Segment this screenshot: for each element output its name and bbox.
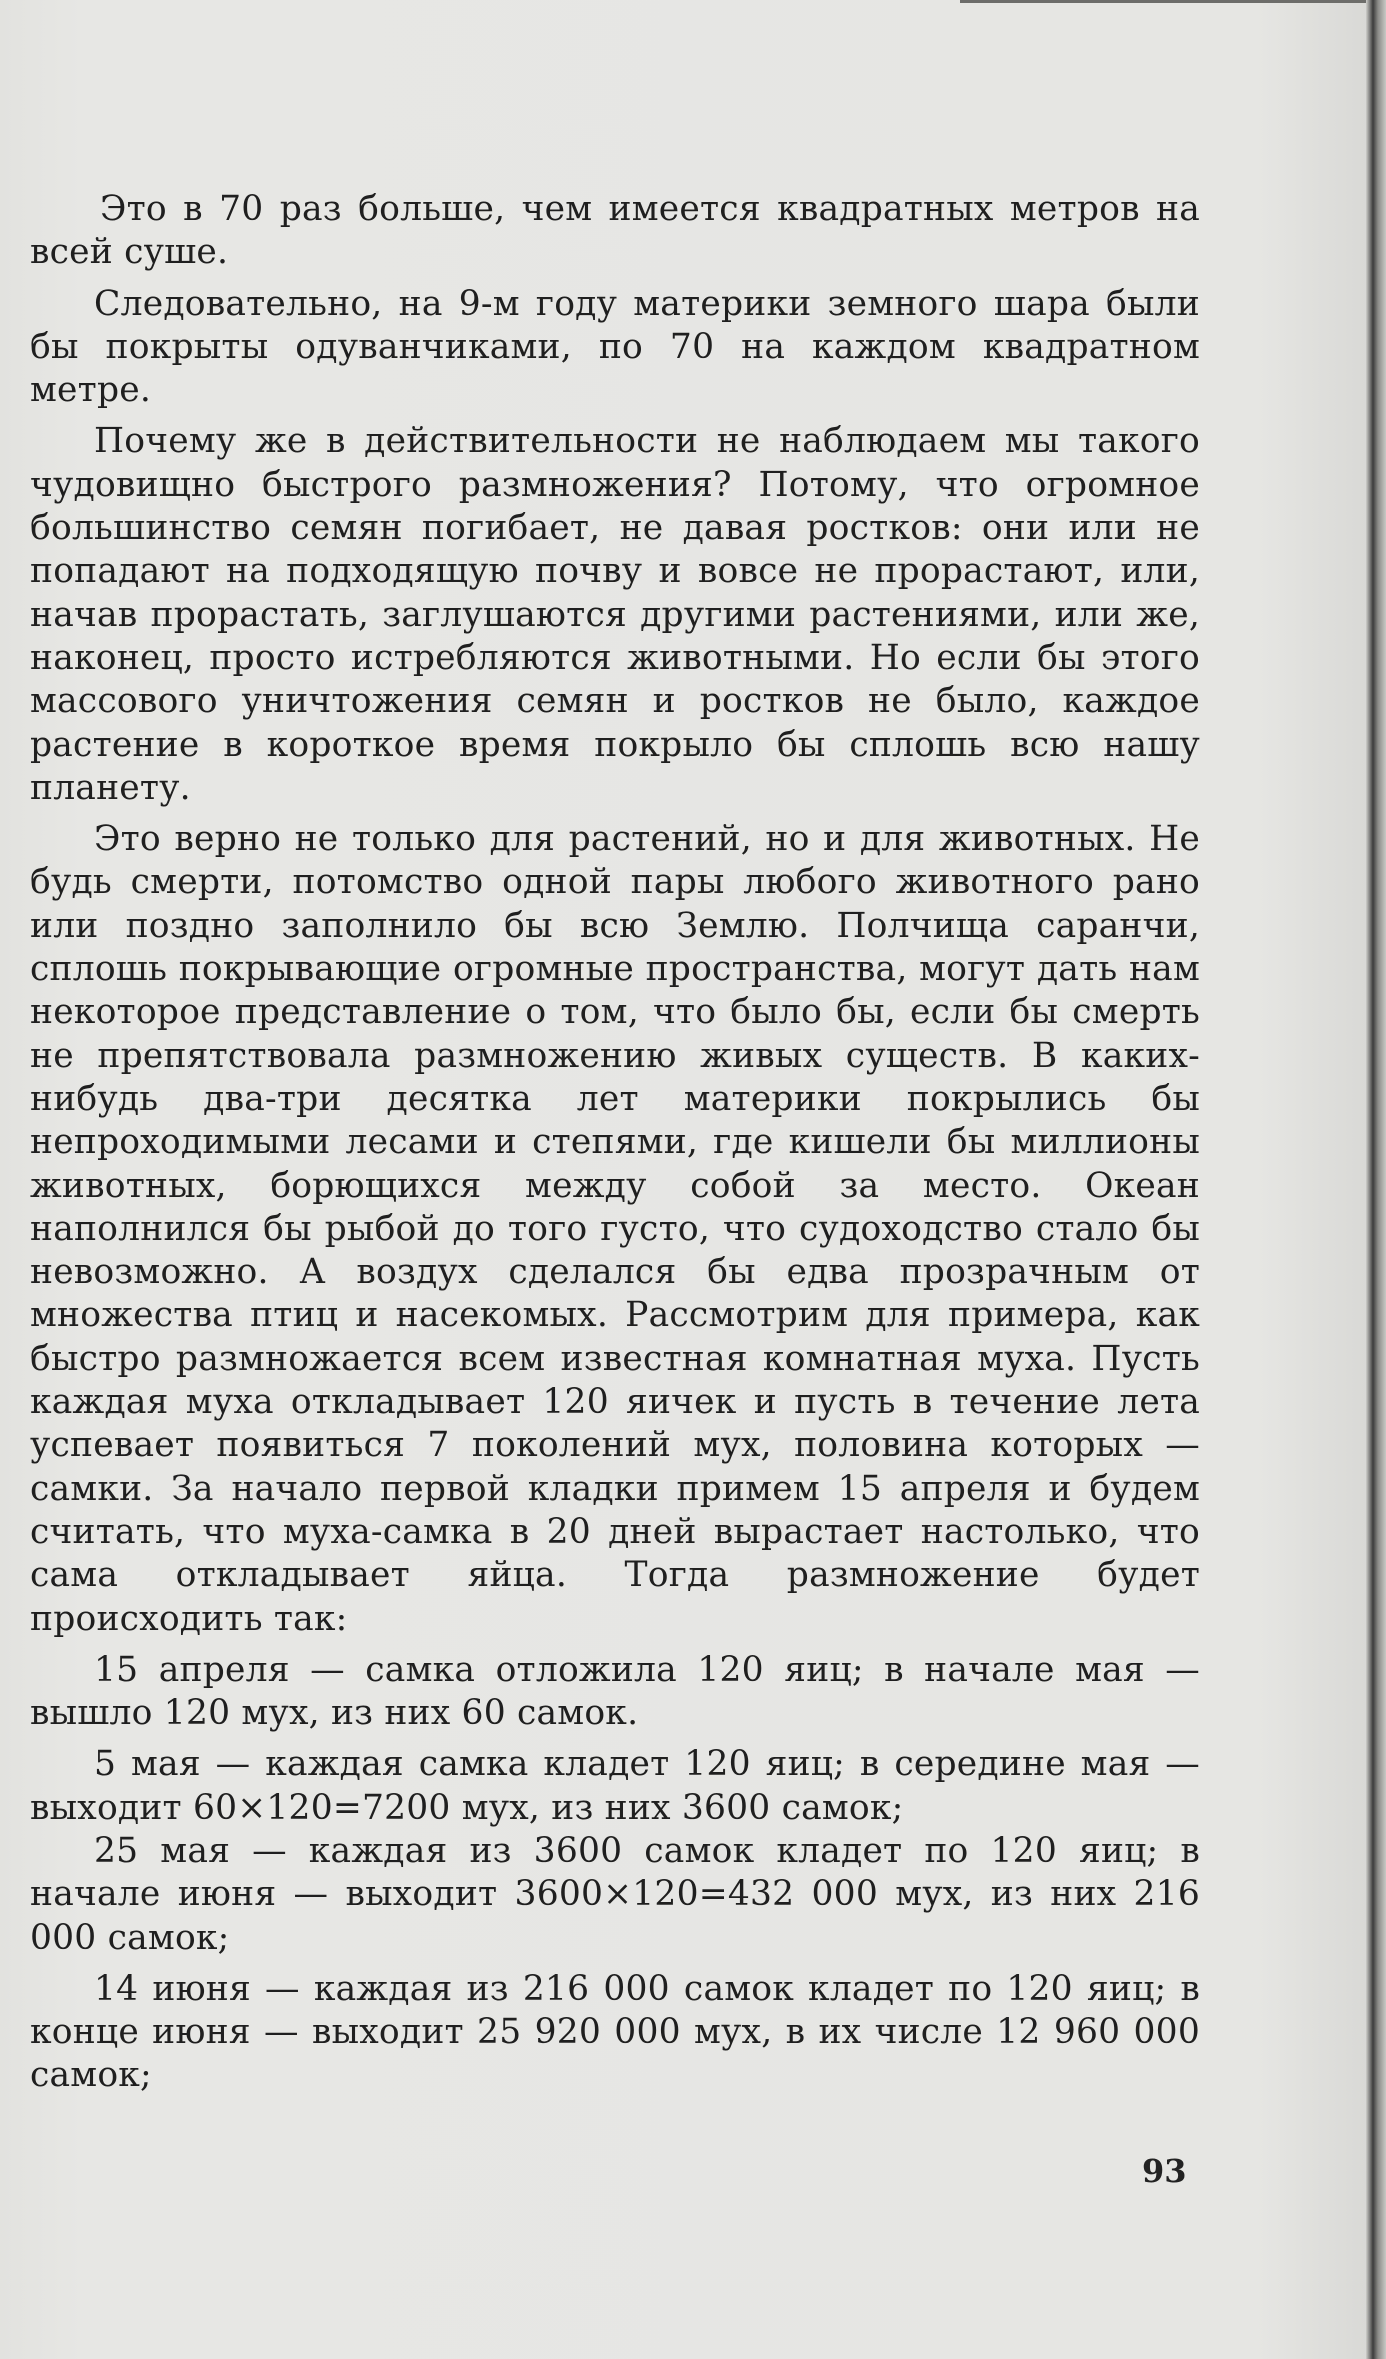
paragraph-1: Это в 70 раз больше, чем имеется квадратных метров на всей суше. — [30, 189, 1200, 273]
scan-edge-line — [960, 0, 1366, 3]
paragraph-7: 25 мая — каждая из 3600 самок кладет по 120 яиц; в начале июня — выходит 3600×120=432 000 мух, из них 216 000 самок; — [30, 1830, 1200, 1958]
book-spine-shadow — [1366, 0, 1386, 2359]
paragraph-4: Это верно не только для растений, но и для животных. Не будь смерти, потомство одной пары любого животного рано или поздно заполнило бы всю Землю. Полчища саранчи, сплошь покрывающие огромные пространства, могут дать нам некоторое представление о том, что было бы, если бы смерть не препятствовала размножению живых существ. В каких-нибудь два-три десятка лет материки покрылись бы непроходимыми лесами и степями, где кишели бы миллионы животных, борющихся между собой за место. Океан наполнился бы рыбой до того густо, что судоходство стало бы невозможно. А воздух сделался бы едва прозрачным от множества птиц и насекомых. Рассмотрим для примера, как быстро размножается всем известная комнатная муха. Пусть каждая муха откладывает 120 яичек и пусть в течение лета успевает появиться 7 поколений мух, половина которых — самки. За начало первой кладки примем 15 апреля и будем считать, что муха-самка в 20 дней вырастает настолько, что сама откладывает яйца. Тогда размножение будет происходить так: — [30, 819, 1200, 1639]
body-text — [30, 188, 1200, 2098]
paragraph-2: Следовательно, на 9-м году материки земного шара были бы покрыты одуванчиками, по 70 на каждом квадратном метре. — [30, 283, 1200, 411]
paragraph-5: 15 апреля — самка отложила 120 яиц; в начале мая — вышло 120 мух, из них 60 самок. — [30, 1649, 1200, 1734]
paragraph-3: Почему же в действительности не наблюдаем мы такого чудовищно быстрого размножения? Потому, что огромное большинство семян погибает, не давая ростков: они или не попадают на подходящую почву и вовсе не прорастают, или, начав прорастать, заглушаются другими растениями, или же, наконец, просто истребляются животными. Но если бы этого массового уничтожения семян и ростков не было, каждое растение в короткое время покрыло бы сплошь всю нашу планету. — [30, 421, 1200, 808]
page-number: 93 — [1142, 2152, 1187, 2190]
paragraph-8: 14 июня — каждая из 216 000 самок кладет по 120 яиц; в конце июня — выходит 25 920 000 мух, в их числе 12 960 000 самок; — [30, 1968, 1200, 2096]
paragraph-6: 5 мая — каждая самка кладет 120 яиц; в середине мая — выходит 60×120=7200 мух, из них 3600 самок; — [30, 1744, 1200, 1828]
